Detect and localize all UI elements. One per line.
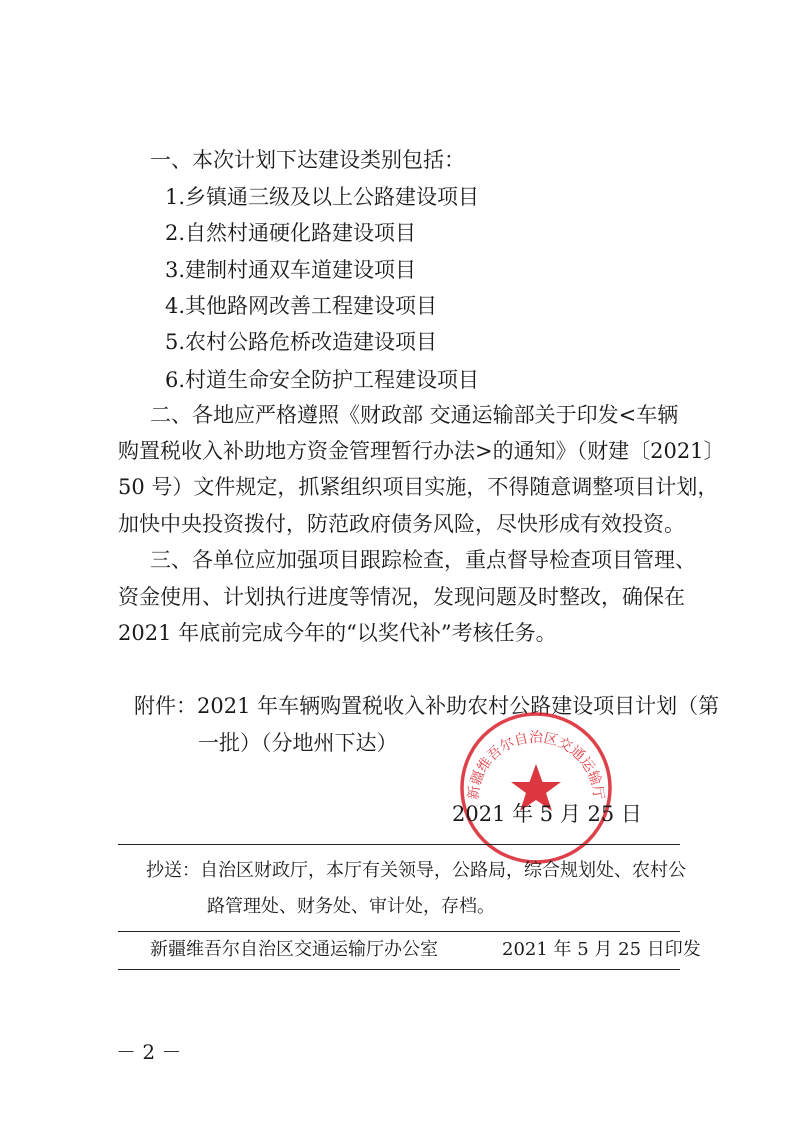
cc-line: 抄送：自治区财政厅，本厅有关领导，公路局，综合规划处、农村公 — [146, 860, 686, 881]
issue-date: 2021 年 5 月 25 日印发 — [502, 939, 701, 960]
seal-text: 新疆维吾尔自治区交通运输厅 — [465, 730, 607, 801]
document-date: 2021 年 5 月 25 日 — [452, 802, 642, 826]
divider — [118, 844, 680, 845]
list-item: 5.农村公路危桥改造建设项目 — [165, 330, 438, 354]
page-number: － 2 － — [116, 1040, 182, 1064]
section1-heading: 一、本次计划下达建设类别包括： — [150, 148, 465, 172]
list-item: 3.建制村通双车道建设项目 — [165, 258, 417, 282]
section3-line: 2021 年底前完成今年的“以奖代补”考核任务。 — [118, 621, 557, 645]
cc-line: 路管理处、财务处、审计处，存档。 — [207, 896, 495, 917]
divider — [118, 931, 680, 932]
list-item: 2.自然村通硬化路建设项目 — [165, 221, 417, 245]
attachment-line: 附件：2021 年车辆购置税收入补助农村公路建设项目计划（第 — [134, 694, 720, 718]
issuer: 新疆维吾尔自治区交通运输厅办公室 — [150, 939, 438, 960]
list-item: 1.乡镇通三级及以上公路建设项目 — [165, 185, 480, 209]
section2-line: 购置税收入补助地方资金管理暂行办法>的通知》（财建〔2021〕 — [118, 439, 725, 463]
attachment-line: 一批）（分地州下达） — [198, 731, 398, 755]
section2-line: 二、各地应严格遵照《财政部 交通运输部关于印发<车辆 — [150, 403, 679, 427]
section3-line: 三、各单位应加强项目跟踪检查，重点督导检查项目管理、 — [150, 548, 696, 572]
list-item: 6.村道生命安全防护工程建设项目 — [165, 368, 480, 392]
section3-line: 资金使用、计划执行进度等情况，发现问题及时整改，确保在 — [118, 585, 685, 609]
list-item: 4.其他路网改善工程建设项目 — [165, 294, 438, 318]
section2-line: 加快中央投资拨付，防范政府债务风险，尽快形成有效投资。 — [118, 512, 685, 536]
divider — [118, 969, 680, 970]
section2-line: 50 号）文件规定，抓紧组织项目实施，不得随意调整项目计划， — [118, 475, 719, 499]
